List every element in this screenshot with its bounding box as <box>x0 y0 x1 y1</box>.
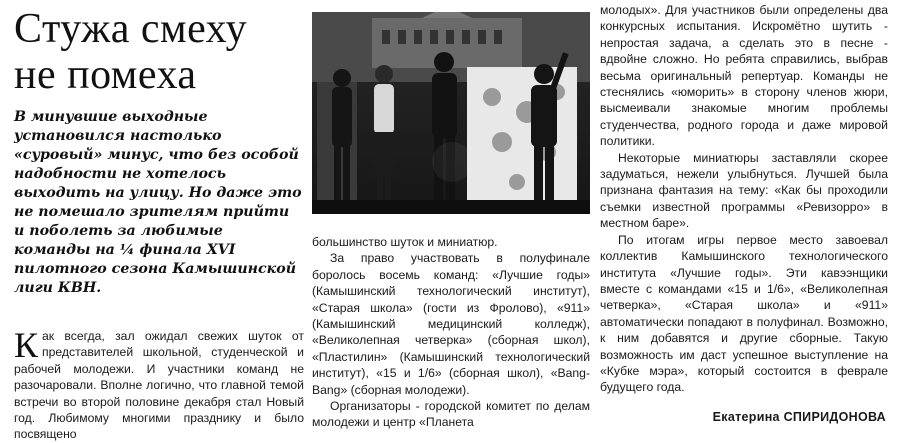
paragraph-1-text: ак всегда, зал ожидал свежих шуток от представителей школьной, студенческой и рабочей молодежи. И участники команд не разочаровали. Вполне логично, что главной темой встречи во второй половине декабря стал Новый год. Любимому многими празднику и было посвящено <box>14 329 304 442</box>
photo-illustration <box>312 12 590 214</box>
middle-column <box>312 234 590 431</box>
headline-line-1: Стужа смеху <box>14 6 248 52</box>
lead-paragraph: В минувшие выходные установился настолько «суровый» минус, что без особой надобности не хотелось выходить на улицу. Но даже это не помешало зрителям прийти и поболеть за любимые команды на ¼ финала XVI пилотного сезона Камышинской лиги КВН. <box>14 109 302 296</box>
paragraph-2: За право участвовать в полуфинале боролось восемь команд: «Лучшие годы» (Камышинский технологический институт), «Старая школа» (гости из Фролово), «911» (Камышинский медицинский колледж), «Великолепная четверка» (сборная школ), «Пластилин» (Камышинский технологический институт), «15 и 1/6» (сборная школ), «Bang- Bang» (сборная молодежи). <box>312 251 590 397</box>
drop-cap: К <box>14 325 39 365</box>
paragraph-3-start: Организаторы - городской комитет по делам молодежи и центр «Планета <box>312 399 590 430</box>
stage-photo <box>312 12 590 214</box>
paragraph-1-continued: большинство шуток и миниатюр. <box>312 235 498 249</box>
left-column <box>14 6 304 443</box>
right-column <box>600 2 888 396</box>
paragraph-5: По итогам игры первое место завоевал коллектив Камышинского технологического института «Лучшие годы». Эти кавээнщики вместе с командами «15 и 1/6», «Великолепная четверка», «Старая школа» и «911» автоматически попадают в полуфинал. Возможно, к ним добавятся и другие сборные. Такую возможность им даст успешное выступление на «Кубке мэра», который состоится в феврале будущего года. <box>600 232 888 395</box>
headline-line-2: не помеха <box>14 52 197 98</box>
paragraph-1 <box>14 325 304 443</box>
paragraph-4: Некоторые миниатюры заставляли скорее задуматься, нежели улыбнуться. Лучшей была признана фантазия на тему: «Как бы проходили съемки известной программы «Ревизорро» в местном баре». <box>600 150 888 231</box>
paragraph-3-continued: молодых». Для участников были определены два конкурсных испытания. Искромётно шутить - непростая задача, а сделать это в песне - вдвойне сложно. Но ребята справились, выбрав весьма оригинальный репертуар. Команды не стеснялись «юморить» в сторону членов жюри, высмеивали знакомые многим проблемы студенчества, родного города и даже мировой политики. <box>600 3 888 149</box>
author-signature: Екатерина СПИРИДОНОВА <box>712 410 886 424</box>
headline <box>14 6 304 98</box>
